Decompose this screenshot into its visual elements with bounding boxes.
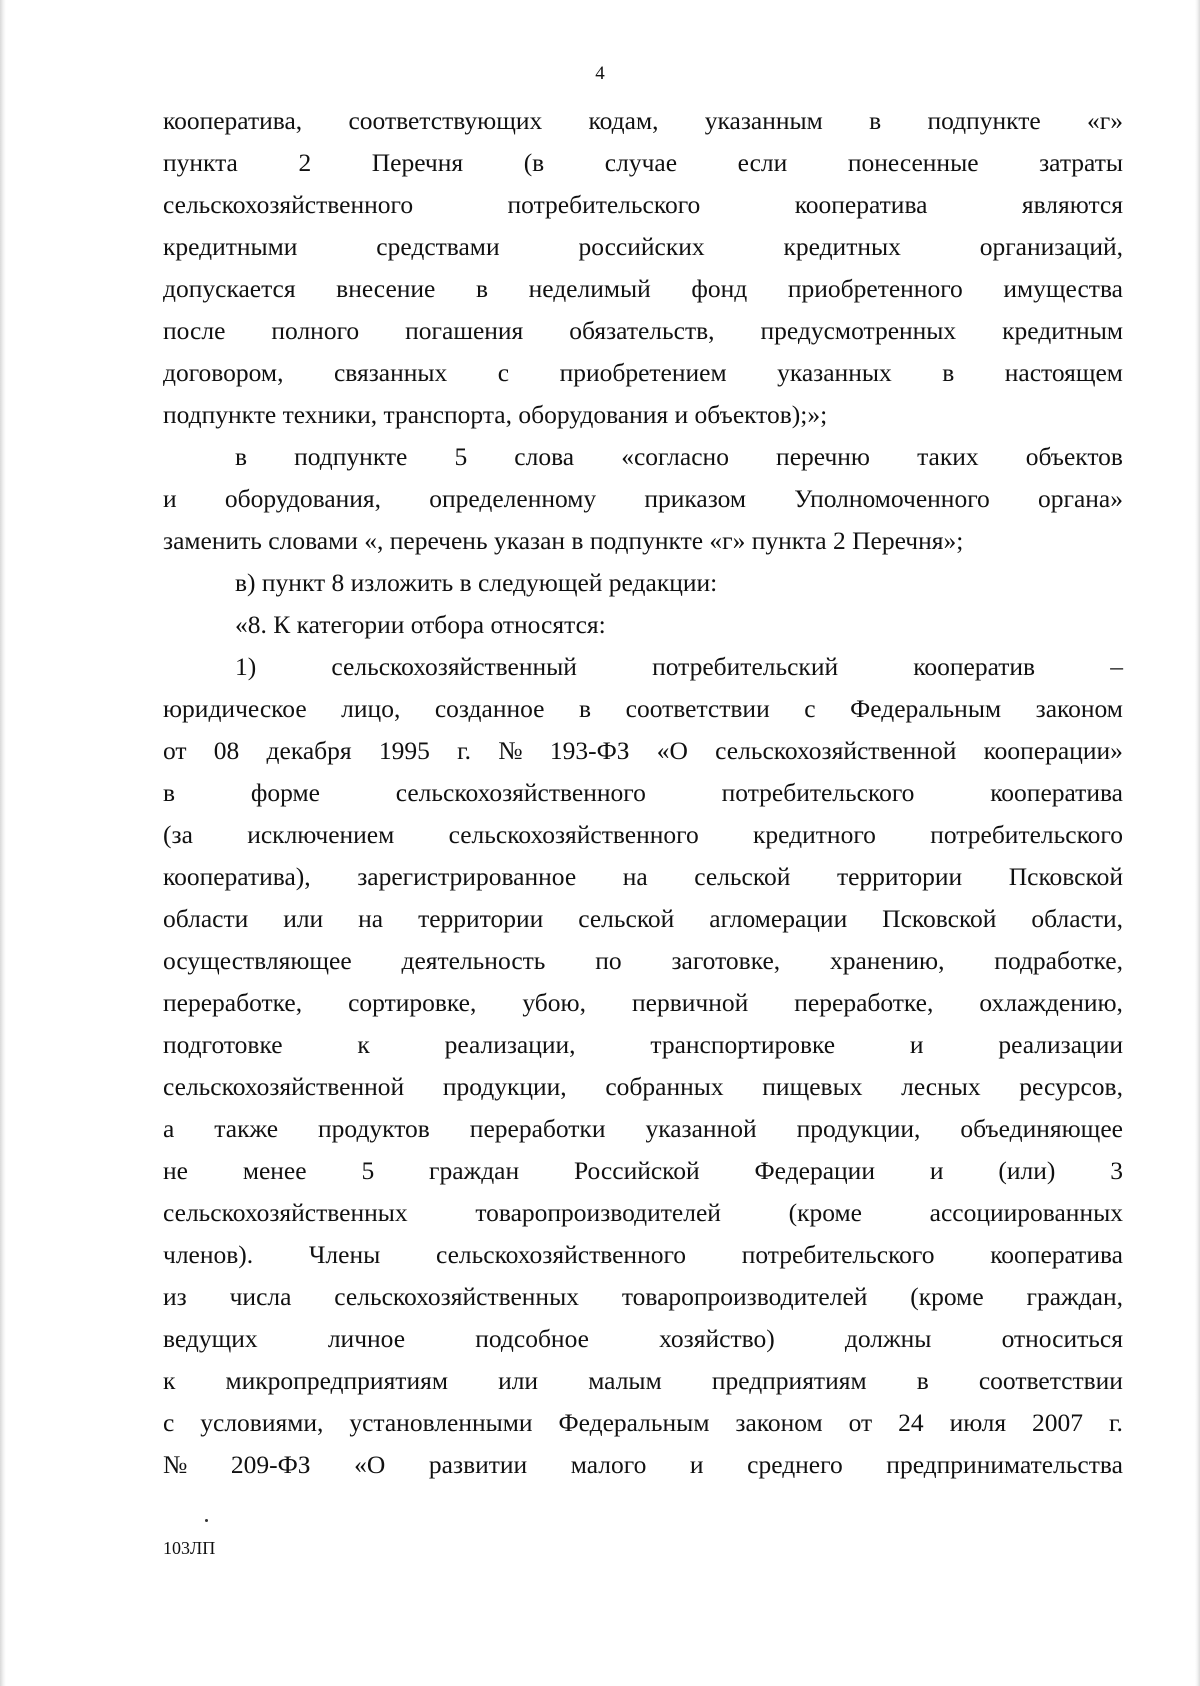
text-line [163, 772, 1123, 814]
word: менее [242, 1156, 307, 1185]
text-line [163, 604, 1123, 646]
word: сельскохозяйственной [715, 736, 957, 765]
word: среднего [747, 1450, 843, 1479]
word: российских [578, 232, 705, 261]
word: кредитными [163, 232, 298, 261]
word: органа» [1037, 484, 1123, 513]
word: 2007 [1032, 1408, 1084, 1437]
scan-edge-left [0, 0, 6, 1686]
word: кредитных [783, 232, 901, 261]
word: переработки [469, 1114, 606, 1143]
word: кредитного [753, 820, 876, 849]
word: полного [271, 316, 360, 345]
word: № [498, 736, 523, 765]
word: в [475, 274, 488, 303]
word: таких [917, 442, 979, 471]
text-line [163, 436, 1123, 478]
word: условиями, [200, 1408, 324, 1437]
word: пищевых [762, 1072, 863, 1101]
word: Псковской [1008, 862, 1123, 891]
word: хозяйство) [659, 1324, 775, 1353]
word: настоящем [1004, 358, 1123, 387]
word: приказом [644, 484, 747, 513]
word: с [163, 1408, 175, 1437]
word: предпринимательства [886, 1450, 1123, 1479]
word: числа [229, 1282, 292, 1311]
word: граждан [429, 1156, 520, 1185]
word: потребительский [652, 652, 839, 681]
word: заготовке, [671, 946, 781, 975]
text-line [163, 268, 1123, 310]
word: в [869, 106, 882, 135]
word: приобретением [559, 358, 727, 387]
word: Перечня [371, 148, 464, 177]
word: Федеральным [850, 694, 1002, 723]
word: Уполномоченного [794, 484, 990, 513]
word: соответствующих [348, 106, 543, 135]
word: сельской [694, 862, 791, 891]
word: или [283, 904, 324, 933]
word: исключением [247, 820, 395, 849]
word: личное [327, 1324, 406, 1353]
word: допускается [163, 274, 296, 303]
word: соответствии [625, 694, 770, 723]
text-line [163, 478, 1123, 520]
word: из [163, 1282, 187, 1311]
word: в [579, 694, 592, 723]
word: пункта [163, 148, 238, 177]
word: законом [1035, 694, 1123, 723]
word: и [689, 1450, 704, 1479]
word: созданное [434, 694, 545, 723]
paragraph [163, 436, 1123, 562]
text-line [163, 982, 1123, 1024]
word: указанных [777, 358, 892, 387]
word: Федеральным [558, 1408, 710, 1437]
word: № [163, 1450, 188, 1479]
word: 1) [235, 652, 257, 681]
word: кредитным [1002, 316, 1123, 345]
word: г. [457, 736, 472, 765]
word: области [163, 904, 249, 933]
word: законом [735, 1408, 823, 1437]
word: Псковской [882, 904, 997, 933]
word: заменить словами «, перечень указан в подпункте «г» пункта 2 Перечня»; [163, 526, 964, 555]
text-line [163, 646, 1123, 688]
word: (за [163, 820, 193, 849]
text-line [163, 940, 1123, 982]
word: сельскохозяйственного [395, 778, 646, 807]
word: предусмотренных [760, 316, 957, 345]
word: первичной [631, 988, 749, 1017]
paragraph [163, 646, 1123, 1486]
word: не [163, 1156, 188, 1185]
word: объединяющее [960, 1114, 1123, 1143]
word: «О [354, 1450, 386, 1479]
word: 5 [361, 1156, 375, 1185]
word: микропредприятиям [225, 1366, 448, 1395]
word: затраты [1039, 148, 1123, 177]
word: приобретенного [787, 274, 963, 303]
word: ассоциированных [929, 1198, 1123, 1227]
word: подпункте [927, 106, 1041, 135]
word: подготовке [163, 1030, 283, 1059]
text-line [163, 1108, 1123, 1150]
word: кодам, [588, 106, 659, 135]
word: деятельность [401, 946, 546, 975]
word: продукции, [796, 1114, 921, 1143]
word: «г» [1087, 106, 1123, 135]
word: потребительского [930, 820, 1123, 849]
word: сортировке, [348, 988, 477, 1017]
text-line [163, 898, 1123, 940]
word: погашения [405, 316, 524, 345]
scan-speck [205, 1519, 208, 1522]
word: понесенные [847, 148, 979, 177]
word: неделимый [528, 274, 651, 303]
word: территории [836, 862, 963, 891]
word: потребительского [721, 778, 915, 807]
word: кооператива, [163, 106, 303, 135]
word: и [163, 484, 177, 513]
word: сельскохозяйственного [435, 1240, 687, 1269]
word: (или) [998, 1156, 1056, 1185]
word: с [497, 358, 510, 387]
word: Члены [308, 1240, 381, 1269]
word: лесных [901, 1072, 981, 1101]
word: собранных [605, 1072, 724, 1101]
word: сельскохозяйственных [163, 1198, 408, 1227]
word: товаропроизводителей [621, 1282, 868, 1311]
word: на [358, 904, 384, 933]
word: (кроме [788, 1198, 862, 1227]
word: или [498, 1366, 539, 1395]
word: после [163, 316, 226, 345]
word: подработке, [994, 946, 1123, 975]
word: кооператива), [163, 862, 311, 891]
word: кооператив [913, 652, 1036, 681]
word: должны [844, 1324, 932, 1353]
word: малым [588, 1366, 662, 1395]
word: кооператива [990, 778, 1123, 807]
word: договором, [163, 358, 284, 387]
text-line [163, 520, 1123, 562]
word: 1995 [378, 736, 430, 765]
word: (кроме [910, 1282, 984, 1311]
word: подсобное [475, 1324, 589, 1353]
word: «О [656, 736, 688, 765]
word: (в [523, 148, 545, 177]
word: и [909, 1030, 924, 1059]
word: указанной [645, 1114, 757, 1143]
word: перечню [776, 442, 870, 471]
word: с [804, 694, 816, 723]
word: лицо, [341, 694, 401, 723]
word: территории [418, 904, 544, 933]
scan-edge-right [1195, 0, 1200, 1686]
word: в [942, 358, 955, 387]
word: если [737, 148, 788, 177]
text-line [163, 688, 1123, 730]
word: реализации [998, 1030, 1123, 1059]
word: к [163, 1366, 176, 1395]
word: членов). [163, 1240, 254, 1269]
text-line [163, 1024, 1123, 1066]
word: в) пункт 8 изложить в следующей редакции: [235, 568, 718, 597]
text-line [163, 1234, 1123, 1276]
word: подпункте техники, транспорта, оборудования и объектов);»; [163, 400, 828, 429]
text-line [163, 100, 1123, 142]
word: переработке, [163, 988, 303, 1017]
word: от [163, 736, 187, 765]
word: в [235, 442, 248, 471]
word: 08 [213, 736, 240, 765]
word: указанным [704, 106, 823, 135]
word: организаций, [979, 232, 1123, 261]
word: малого [570, 1450, 647, 1479]
text-line [163, 310, 1123, 352]
word: развитии [428, 1450, 528, 1479]
text-line [163, 1276, 1123, 1318]
footer-document-code: 103ЛП [163, 1538, 216, 1558]
word: 2 [298, 148, 312, 177]
word: сельскохозяйственной [163, 1072, 405, 1101]
text-line [163, 1318, 1123, 1360]
word: и [929, 1156, 944, 1185]
word: объектов [1025, 442, 1123, 471]
word: товаропроизводителей [475, 1198, 721, 1227]
text-line [163, 1066, 1123, 1108]
text-line [163, 352, 1123, 394]
word: потребительского [741, 1240, 935, 1269]
word: фонд [691, 274, 748, 303]
word: «согласно [621, 442, 729, 471]
word: являются [1021, 190, 1123, 219]
word: форме [250, 778, 320, 807]
word: охлаждению, [979, 988, 1123, 1017]
text-line [163, 184, 1123, 226]
word: сельской [578, 904, 675, 933]
text-line [163, 562, 1123, 604]
text-line [163, 1444, 1123, 1486]
word: кооперации» [983, 736, 1123, 765]
paragraph [163, 562, 1123, 604]
word: на [622, 862, 648, 891]
page-number: 4 [595, 63, 605, 84]
word: сельскохозяйственный [331, 652, 577, 681]
word: осуществляющее [163, 946, 352, 975]
word: 3 [1110, 1156, 1123, 1185]
word: установленными [349, 1408, 533, 1437]
text-line [163, 142, 1123, 184]
word: случае [604, 148, 678, 177]
word: средствами [376, 232, 500, 261]
word: а [163, 1114, 175, 1143]
word: слова [514, 442, 575, 471]
word: реализации, [444, 1030, 576, 1059]
document-body [163, 100, 1123, 1486]
word: определенному [429, 484, 597, 513]
paragraph [163, 100, 1123, 436]
word: сельскохозяйственных [334, 1282, 579, 1311]
word: граждан, [1026, 1282, 1123, 1311]
word: потребительского [507, 190, 701, 219]
word: «8. К категории отбора относятся: [235, 610, 606, 639]
word: Российской [574, 1156, 700, 1185]
word: июля [949, 1408, 1007, 1437]
word: Федерации [754, 1156, 875, 1185]
word: продуктов [318, 1114, 430, 1143]
word: кооператива [794, 190, 928, 219]
word: в [163, 778, 176, 807]
word: г. [1108, 1408, 1123, 1437]
word: к [357, 1030, 370, 1059]
word: ведущих [163, 1324, 258, 1353]
paragraph [163, 604, 1123, 646]
word: 5 [454, 442, 468, 471]
word: сельскохозяйственного [448, 820, 699, 849]
word: продукции, [442, 1072, 567, 1101]
word: внесение [336, 274, 436, 303]
word: предприятиям [711, 1366, 867, 1395]
word: юридическое [163, 694, 307, 723]
word: ресурсов, [1019, 1072, 1123, 1101]
word: также [214, 1114, 279, 1143]
word: 24 [898, 1408, 924, 1437]
text-line [163, 1150, 1123, 1192]
word: кооператива [990, 1240, 1123, 1269]
word: области, [1031, 904, 1123, 933]
word: зарегистрированное [357, 862, 577, 891]
text-line [163, 394, 1123, 436]
word: связанных [333, 358, 448, 387]
word: 209-ФЗ [230, 1450, 311, 1479]
word: сельскохозяйственного [163, 190, 414, 219]
word: оборудования, [224, 484, 382, 513]
text-line [163, 856, 1123, 898]
word: от [848, 1408, 873, 1437]
text-line [163, 1192, 1123, 1234]
word: относиться [1001, 1324, 1123, 1353]
text-line [163, 730, 1123, 772]
word: переработке, [794, 988, 934, 1017]
word: транспортировке [650, 1030, 836, 1059]
word: обязательств, [569, 316, 715, 345]
word: убою, [522, 988, 586, 1017]
word: соответствии [978, 1366, 1123, 1395]
text-line [163, 226, 1123, 268]
word: агломерации [709, 904, 848, 933]
word: декабря [266, 736, 352, 765]
text-line [163, 1402, 1123, 1444]
word: подпункте [294, 442, 408, 471]
word: имущества [1003, 274, 1123, 303]
text-line [163, 814, 1123, 856]
word: 193-ФЗ [549, 736, 630, 765]
word: по [595, 946, 622, 975]
word: хранению, [829, 946, 945, 975]
text-line [163, 1360, 1123, 1402]
word: – [1110, 652, 1123, 681]
word: в [916, 1366, 929, 1395]
